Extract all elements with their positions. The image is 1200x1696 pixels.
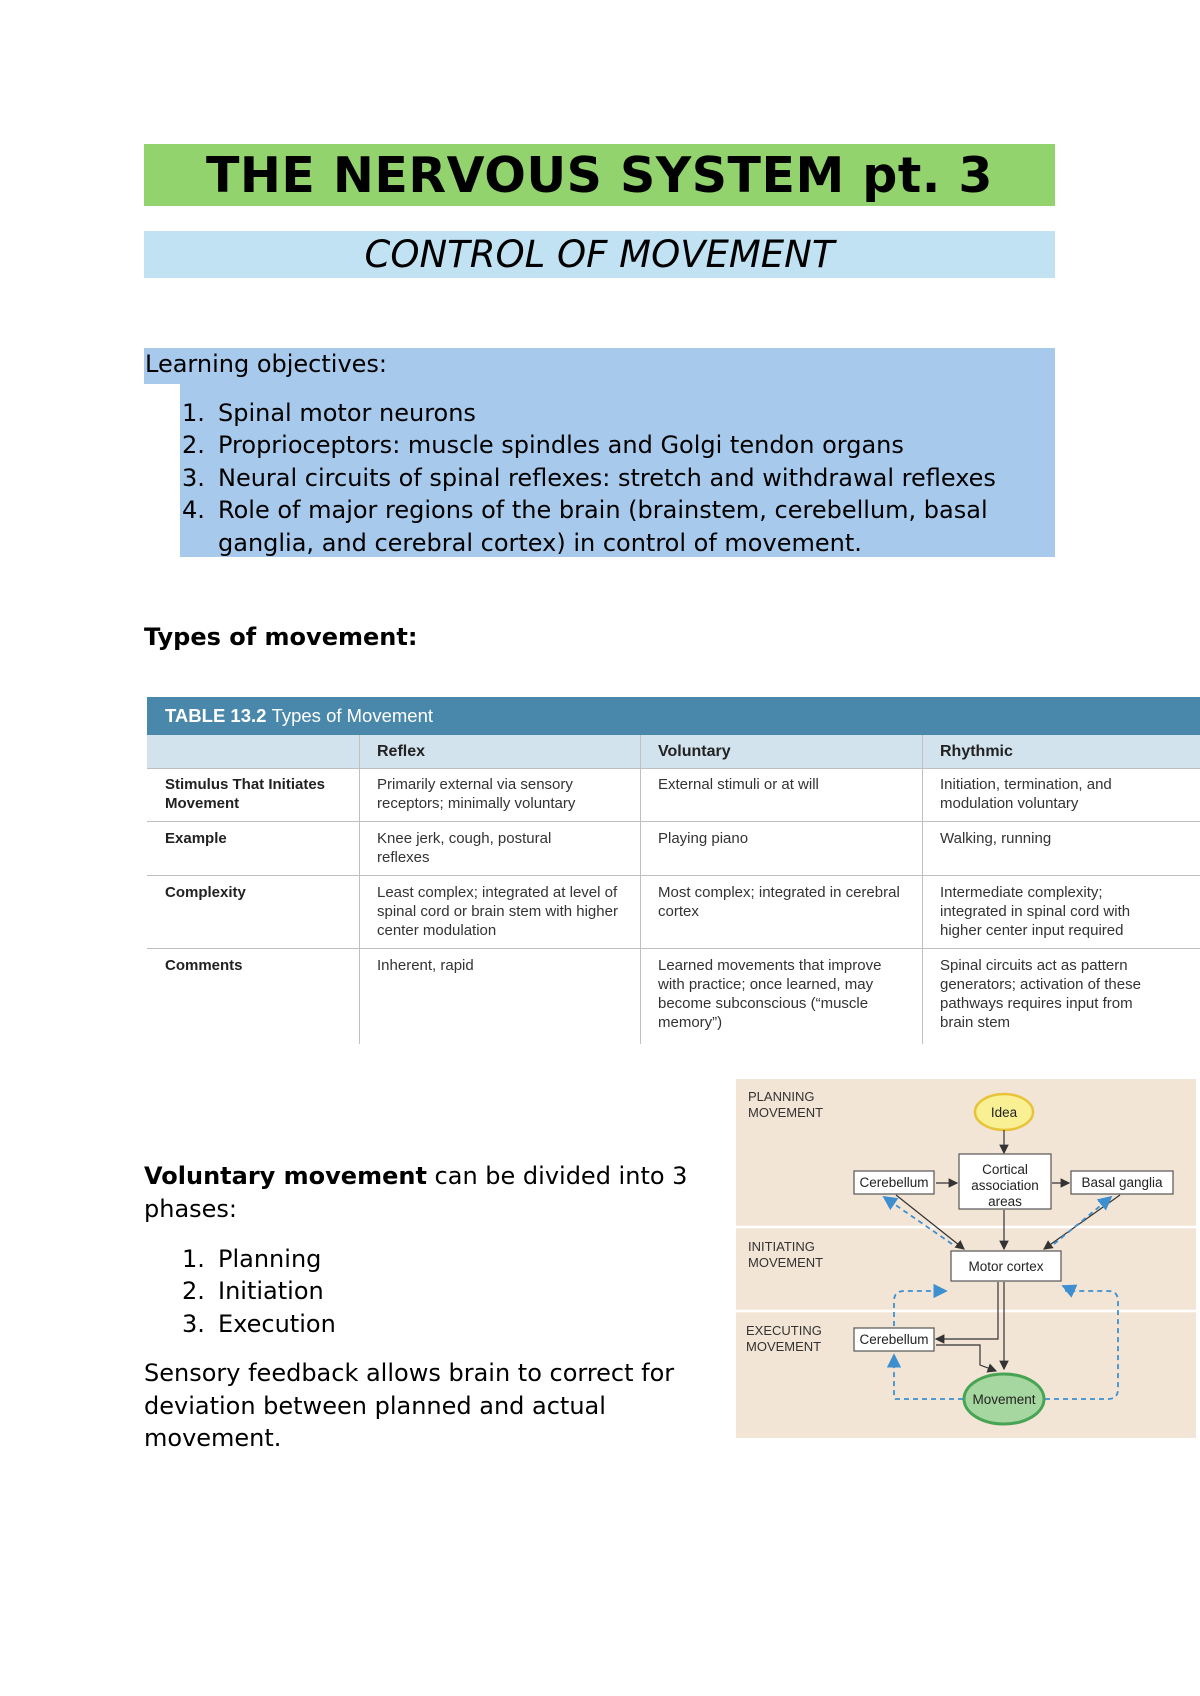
phase-text: Planning [218, 1245, 322, 1273]
cerebellum-top-label: Cerebellum [859, 1175, 929, 1190]
phase-label-planning-1: PLANNING [748, 1089, 815, 1104]
phase-label-initiating-1: INITIATING [748, 1239, 815, 1254]
table-cell: External stimuli or at will [658, 776, 819, 793]
table-cell: Initiation, termination, and modulation voluntary [940, 776, 1112, 812]
voluntary-bold-term: Voluntary movement [144, 1162, 427, 1190]
column-header: Rhythmic [940, 743, 1013, 760]
cortical-label-3: areas [988, 1194, 1022, 1209]
feedback-arrow [894, 1355, 963, 1399]
table-column-header-row [147, 735, 1200, 768]
page-subtitle: CONTROL OF MOVEMENT [144, 231, 1055, 278]
table-row [147, 948, 1200, 1045]
cortical-label-2: association [971, 1178, 1039, 1193]
phase-number: 1. [182, 1245, 205, 1273]
feedback-paragraph: Sensory feedback allows brain to correct for deviation between planned and actual movement. [144, 1359, 675, 1452]
movement-control-diagram [736, 1079, 1196, 1438]
phase-label-executing-2: MOVEMENT [746, 1339, 822, 1354]
table-cell: Least complex; integrated at level of spinal cord or brain stem with higher center modulation [377, 884, 618, 939]
motor-cortex-label: Motor cortex [968, 1259, 1044, 1274]
table-cell: Inherent, rapid [377, 957, 474, 974]
table-row [147, 768, 1200, 822]
objective-text: Role of major regions of the brain (brainstem, cerebellum, basal ganglia, and cerebral cortex) in control of movement. [218, 496, 988, 557]
table-cell: Walking, running [940, 830, 1052, 847]
basal-ganglia-label: Basal ganglia [1081, 1175, 1163, 1190]
movement-types-table [147, 697, 1200, 1044]
table-row [147, 821, 1200, 876]
cerebellum-bottom-label: Cerebellum [859, 1332, 929, 1347]
row-header: Comments [165, 957, 243, 974]
page-title: THE NERVOUS SYSTEM pt. 3 [144, 144, 1055, 206]
arrow [896, 1195, 964, 1249]
types-heading: Types of movement: [144, 623, 418, 651]
feedback-arrow [1054, 1197, 1111, 1244]
movement-label: Movement [972, 1392, 1036, 1407]
table-cell: Intermediate complexity; integrated in spinal cord with higher center input required [940, 884, 1131, 939]
objective-text: Proprioceptors: muscle spindles and Golgi tendon organs [218, 431, 904, 459]
row-header: Stimulus That Initiates Movement [165, 776, 326, 812]
table-label: TABLE 13.2 [165, 705, 267, 726]
table-title-bar [147, 697, 1200, 735]
column-header: Voluntary [658, 743, 731, 760]
voluntary-rest-text: can be divided into 3 phases: [144, 1162, 688, 1223]
feedback-arrow [1063, 1286, 1074, 1291]
arrow [936, 1345, 996, 1371]
table-cell: Primarily external via sensory receptors; minimally voluntary [377, 776, 576, 812]
table-cell: Knee jerk, cough, postural reflexes [377, 830, 552, 866]
objective-number: 1. [182, 399, 205, 427]
phase-number: 3. [182, 1310, 205, 1338]
objectives-heading: Learning objectives: [145, 350, 388, 378]
objective-text: Neural circuits of spinal reflexes: stretch and withdrawal reflexes [218, 464, 996, 492]
cortical-label-1: Cortical [982, 1162, 1028, 1177]
phase-label-planning-2: MOVEMENT [748, 1105, 824, 1120]
column-header: Reflex [377, 743, 426, 760]
arrow [1044, 1195, 1120, 1249]
table-title: Types of Movement [271, 705, 434, 726]
feedback-arrow [1045, 1287, 1118, 1399]
table-row [147, 875, 1200, 949]
table-cell: Spinal circuits act as pattern generators; activation of these pathways requires input from brain stem [940, 957, 1141, 1031]
phase-label-initiating-2: MOVEMENT [748, 1255, 824, 1270]
phase-number: 2. [182, 1277, 205, 1305]
row-header: Example [165, 830, 227, 847]
objective-number: 4. [182, 496, 205, 524]
feedback-arrow [894, 1291, 946, 1326]
idea-label: Idea [990, 1105, 1018, 1120]
objective-number: 2. [182, 431, 205, 459]
objective-number: 3. [182, 464, 205, 492]
phase-text: Initiation [218, 1277, 324, 1305]
row-header: Complexity [165, 884, 246, 901]
diagram-svg [736, 1079, 1196, 1438]
objective-text: Spinal motor neurons [218, 399, 476, 427]
table-cell: Most complex; integrated in cerebral cortex [658, 884, 900, 920]
phase-text: Execution [218, 1310, 336, 1338]
table-cell: Playing piano [658, 830, 749, 847]
table-cell: Learned movements that improve with practice; once learned, may become subconscious (“muscle memory”) [658, 957, 882, 1031]
phase-label-executing-1: EXECUTING [746, 1323, 822, 1338]
feedback-arrow [884, 1197, 952, 1244]
voluntary-paragraph [144, 1160, 704, 1225]
